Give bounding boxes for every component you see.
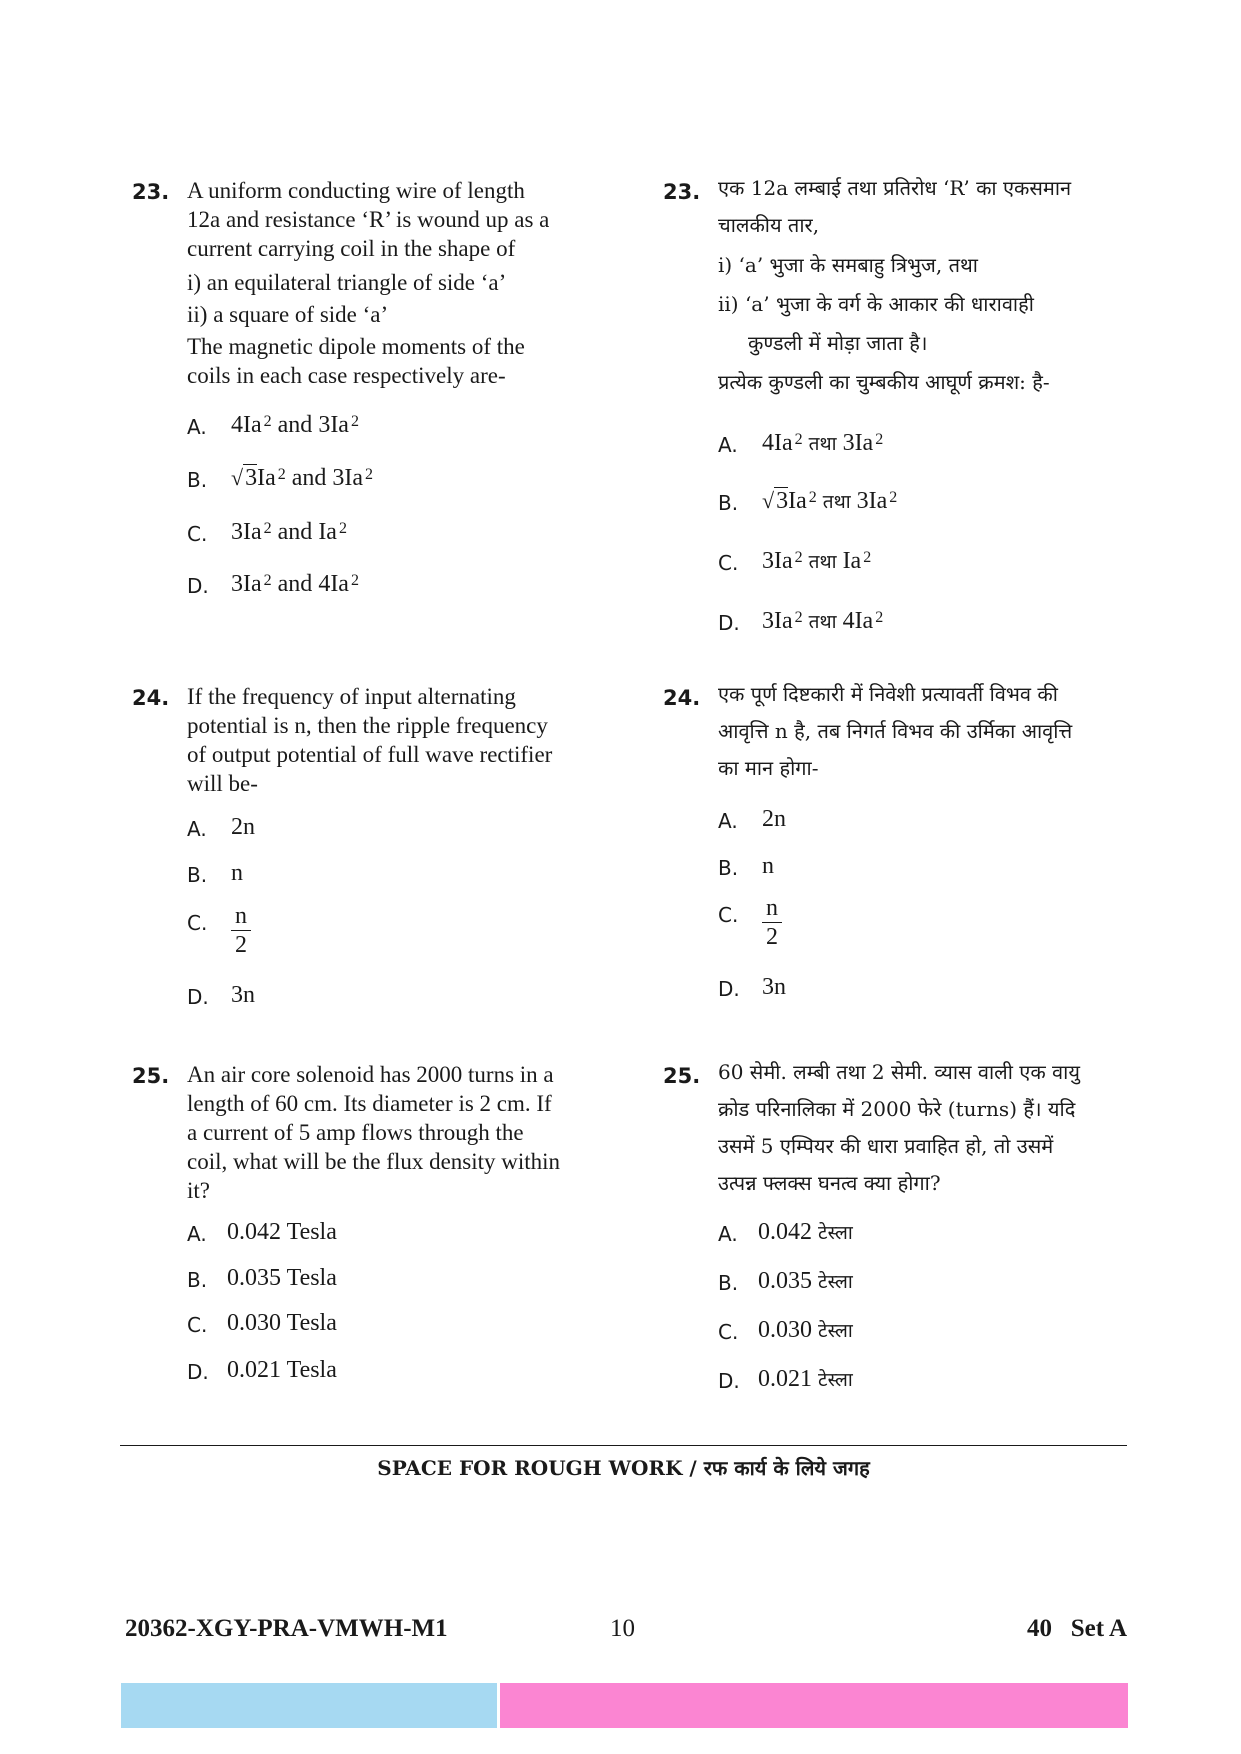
option-label: B. [187, 468, 208, 492]
option-label: C. [187, 522, 208, 546]
option-label: A. [718, 433, 738, 457]
stem-line: current carrying coil in the shape of [187, 236, 516, 261]
option-value: √3Ia $^2$ तथा 3Ia $^2$ [762, 488, 898, 514]
stem-line: will be- [187, 771, 258, 796]
question-stem [718, 170, 1071, 401]
option-value: 0.042 टेस्ला [758, 1219, 853, 1245]
option-value: 2n [231, 814, 255, 840]
option-label: A. [187, 415, 207, 439]
option-value: 0.021 Tesla [227, 1357, 337, 1383]
paper-code: 20362-XGY-PRA-VMWH-M1 [125, 1615, 448, 1642]
option-label: A. [187, 1222, 207, 1246]
option-label: B. [718, 491, 739, 515]
option-value: 0.021 टेस्ला [758, 1366, 853, 1392]
option-value: 3Ia $^2$ and 4Ia $^2$ [231, 571, 359, 597]
stem-line: उसमें 5 एम्पियर की धारा प्रवाहित हो, तो उसमें [718, 1134, 1054, 1158]
option-label: B. [718, 856, 739, 880]
question-stem [718, 1054, 1080, 1202]
option-value: 0.035 टेस्ला [758, 1268, 853, 1294]
option-label: D. [187, 985, 209, 1009]
option-value: 0.035 Tesla [227, 1265, 337, 1291]
sqrt-icon: √ [762, 488, 775, 513]
option-label: D. [718, 1369, 740, 1393]
stem-line: A uniform conducting wire of length [187, 178, 525, 203]
question-stem [187, 682, 552, 798]
question-number: 23. [663, 180, 701, 204]
stem-line: एक 12a लम्बाई तथा प्रतिरोध ‘R’ का एकसमान [718, 176, 1072, 200]
option-label: C. [187, 911, 208, 935]
question-stem [187, 176, 549, 390]
question-stem [187, 1060, 560, 1205]
option-label: C. [187, 1313, 208, 1337]
option-label: A. [187, 817, 207, 841]
stem-line: The magnetic dipole moments of the [187, 334, 525, 359]
stem-line: 12a and resistance ‘R’ is wound up as a [187, 207, 550, 232]
question-stem [718, 676, 1072, 787]
footer-bar-blue [121, 1683, 497, 1728]
stem-line: ii) a square of side ‘a’ [187, 302, 389, 327]
rough-work-label: SPACE FOR ROUGH WORK / रफ कार्य के लिये जगह [377, 1456, 870, 1480]
stem-line: i) an equilateral triangle of side ‘a’ [187, 270, 507, 295]
option-value: 0.042 Tesla [227, 1219, 337, 1245]
option-label: A. [718, 809, 738, 833]
option-value: 4Ia $^2$ तथा 3Ia $^2$ [762, 430, 884, 456]
option-label: A. [718, 1222, 738, 1246]
set-label: 40 Set A [1027, 1615, 1127, 1642]
sqrt-icon: √ [231, 465, 244, 490]
stem-line: of output potential of full wave rectifier [187, 742, 553, 767]
option-value: 0.030 टेस्ला [758, 1317, 853, 1343]
footer-bar-pink [500, 1683, 1128, 1728]
stem-line: कुण्डली में मोड़ा जाता है। [748, 331, 928, 355]
option-value: n [231, 860, 243, 886]
option-label: B. [187, 863, 208, 887]
option-value: n [762, 853, 774, 879]
option-label: B. [718, 1271, 739, 1295]
question-number: 24. [663, 686, 701, 710]
option-value: √3Ia $^2$ and 3Ia $^2$ [231, 465, 374, 491]
section-divider [120, 1445, 1127, 1446]
option-value: 4Ia $^2$ and 3Ia $^2$ [231, 412, 359, 438]
option-value: 3Ia $^2$ तथा 4Ia $^2$ [762, 608, 884, 634]
stem-line: का मान होगा- [718, 756, 819, 780]
option-label: C. [718, 1320, 739, 1344]
stem-line: length of 60 cm. Its diameter is 2 cm. If [187, 1091, 552, 1116]
stem-line: एक पूर्ण दिष्टकारी में निवेशी प्रत्यावर्ती विभव की [718, 682, 1058, 706]
stem-line: coil, what will be the flux density within [187, 1149, 561, 1174]
option-label: D. [718, 611, 740, 635]
option-label: B. [187, 1268, 208, 1292]
stem-line: उत्पन्न फ्लक्स घनत्व क्या होगा? [718, 1171, 941, 1195]
stem-line: potential is n, then the ripple frequency [187, 713, 548, 738]
stem-line: क्रोड परिनालिका में 2000 फेरे (turns) हैं। यदि [718, 1097, 1076, 1121]
stem-line: 60 सेमी. लम्बी तथा 2 सेमी. व्यास वाली एक वायु [718, 1060, 1080, 1084]
question-number: 25. [132, 1064, 170, 1088]
option-label: D. [718, 977, 740, 1001]
stem-line: चालकीय तार, [718, 213, 820, 237]
option-value: 0.030 Tesla [227, 1310, 337, 1336]
question-number: 25. [663, 1064, 701, 1088]
stem-line: ii) ‘a’ भुजा के वर्ग के आकार की धारावाही [718, 292, 1034, 316]
stem-line: प्रत्येक कुण्डली का चुम्बकीय आघूर्ण क्रमश: है- [718, 370, 1050, 394]
fraction: $\frac{n}{2}$ [762, 894, 782, 951]
stem-line: coils in each case respectively are- [187, 363, 506, 388]
option-label: C. [718, 903, 739, 927]
option-value: 3Ia $^2$ and Ia $^2$ [231, 519, 347, 545]
option-label: D. [187, 574, 209, 598]
option-label: D. [187, 1360, 209, 1384]
option-value: 2n [762, 806, 786, 832]
stem-line: If the frequency of input alternating [187, 684, 516, 709]
option-label: C. [718, 551, 739, 575]
stem-line: i) ‘a’ भुजा के समबाहु त्रिभुज, तथा [718, 253, 978, 277]
stem-line: it? [187, 1178, 210, 1203]
stem-line: a current of 5 amp flows through the [187, 1120, 524, 1145]
option-value: 3n [762, 974, 786, 1000]
question-number: 24. [132, 686, 170, 710]
page-number: 10 [610, 1615, 635, 1642]
stem-line: An air core solenoid has 2000 turns in a [187, 1062, 554, 1087]
option-value: 3n [231, 982, 255, 1008]
stem-line: आवृत्ति n है, तब निगर्त विभव की उर्मिका आवृत्ति [718, 719, 1073, 743]
option-value: 3Ia $^2$ तथा Ia $^2$ [762, 548, 872, 574]
fraction: $\frac{n}{2}$ [231, 902, 251, 959]
question-number: 23. [132, 180, 170, 204]
